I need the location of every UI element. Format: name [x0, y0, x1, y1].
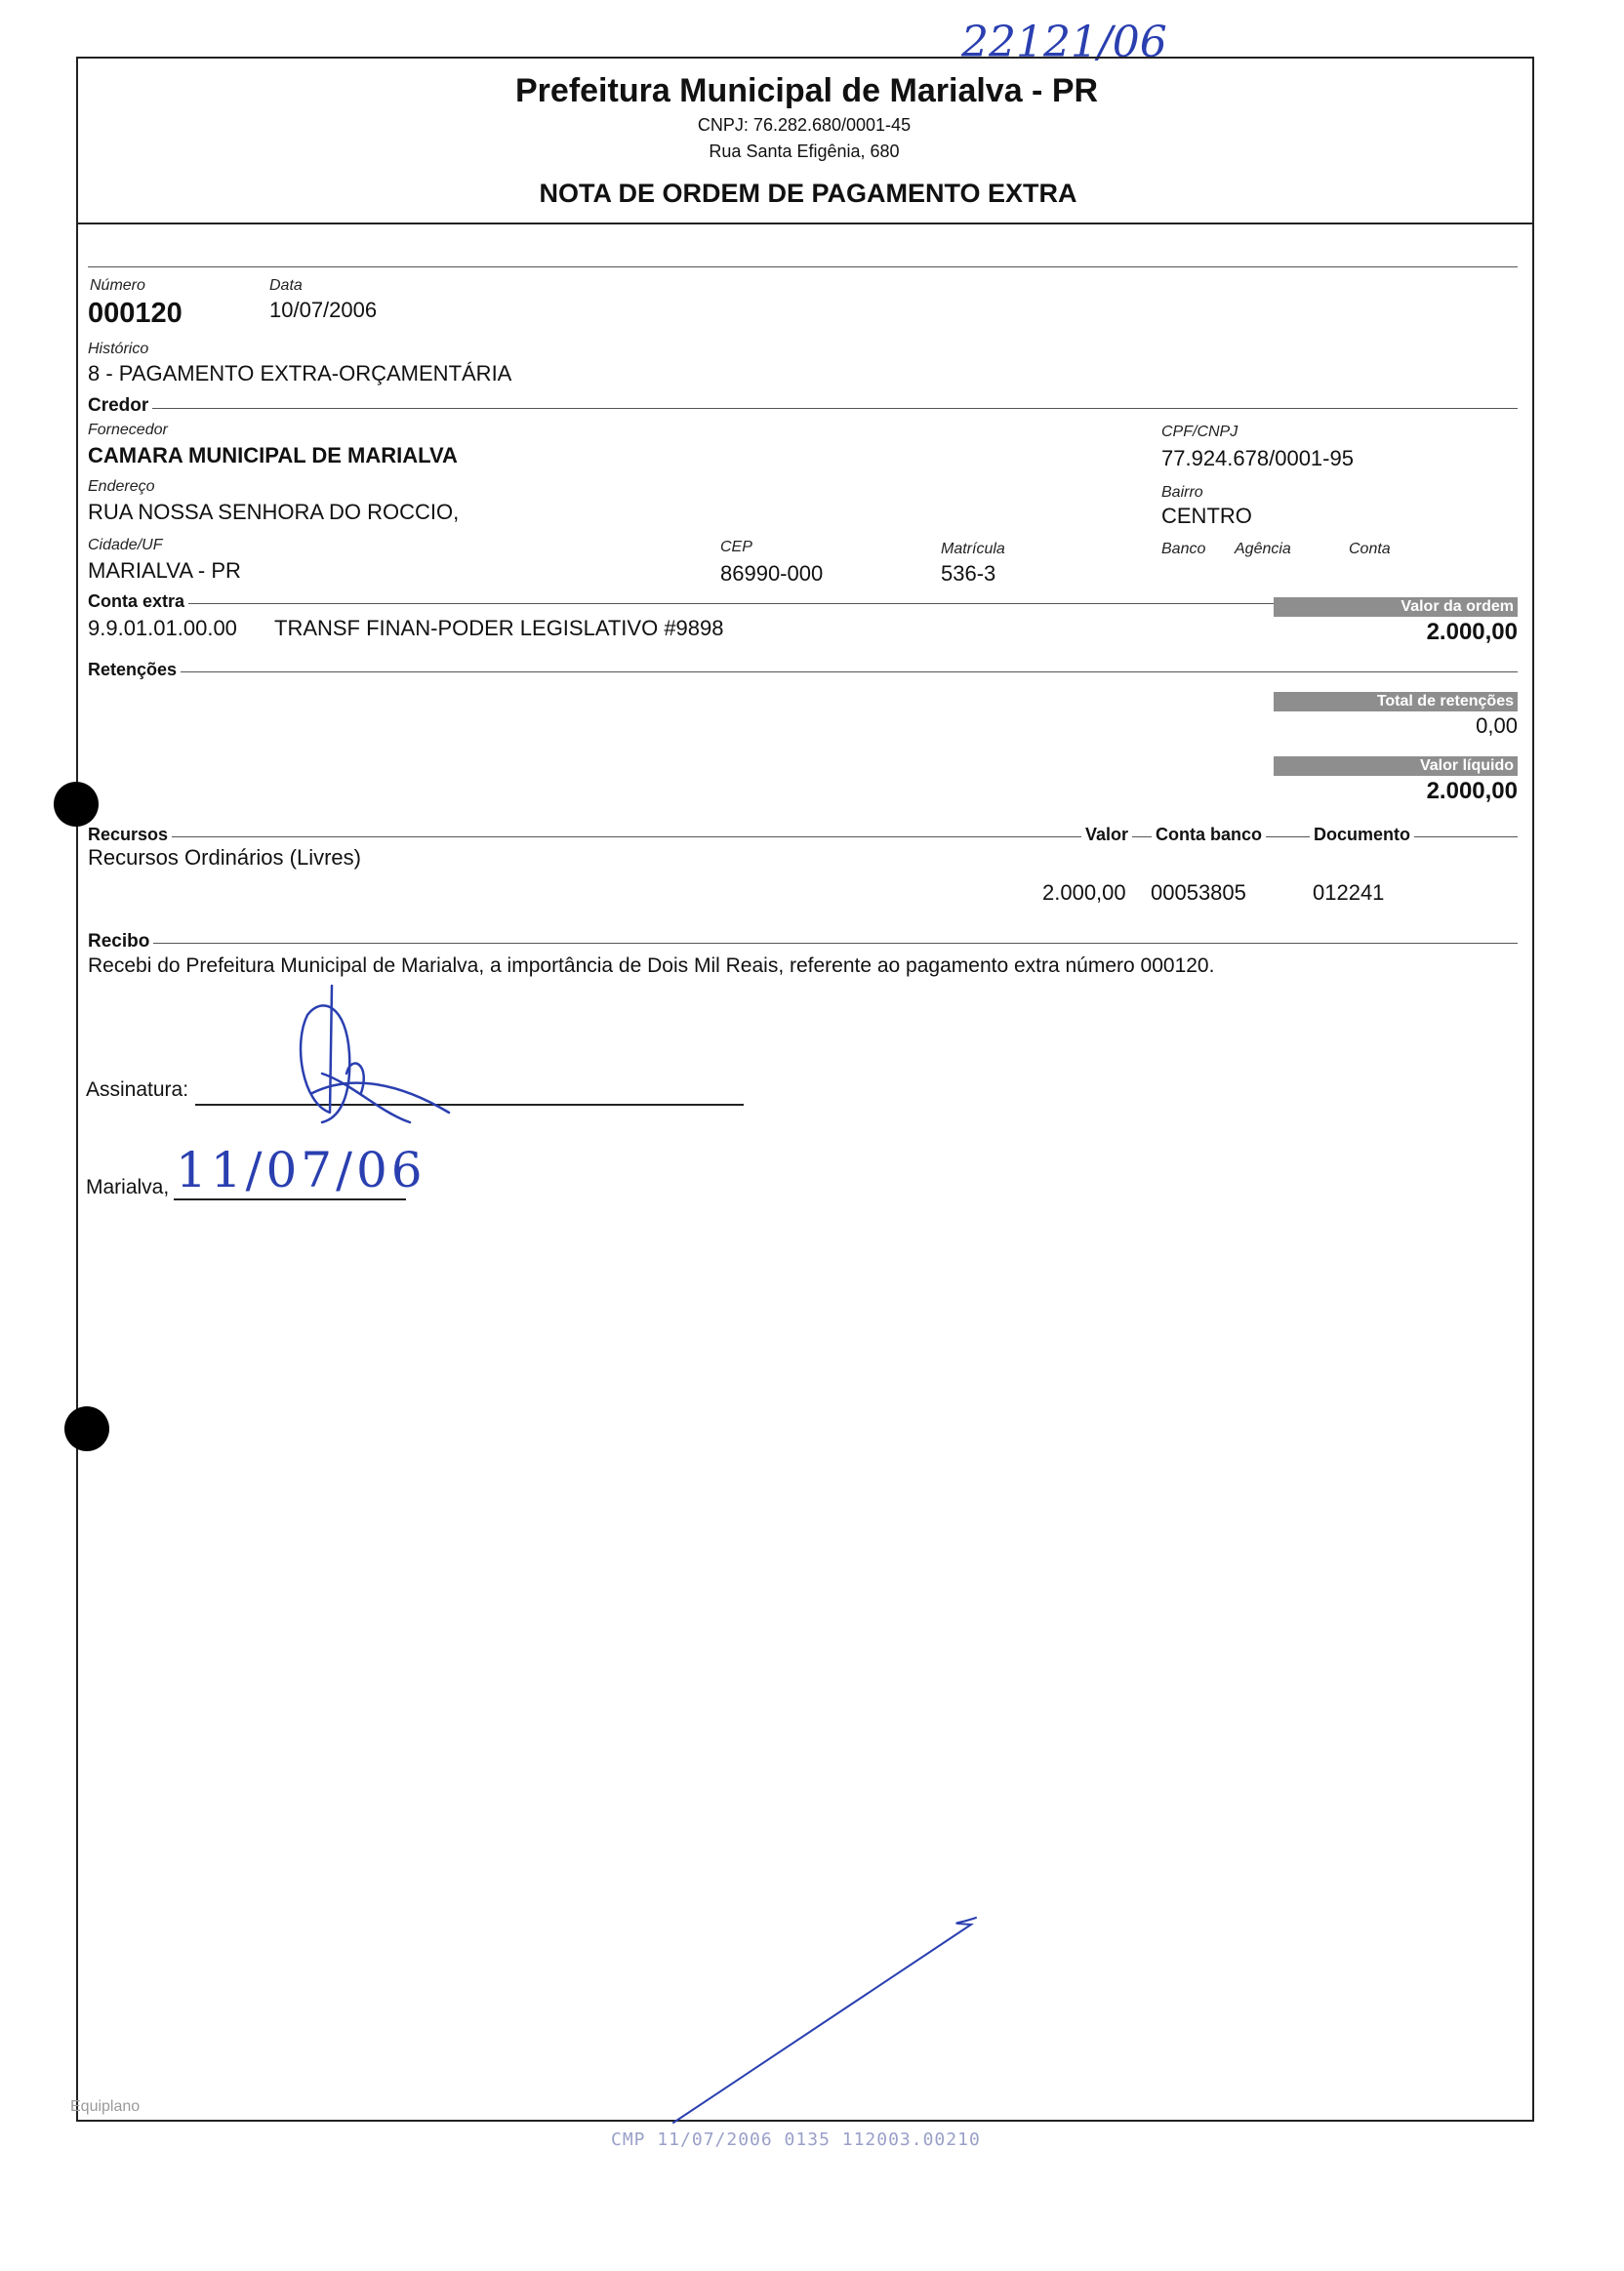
recursos-valor-header: Valor [1081, 825, 1132, 845]
retencoes-section-title: Retenções [88, 660, 181, 680]
valor-ordem-value: 2.000,00 [1426, 619, 1518, 645]
data-value: 10/07/2006 [269, 298, 378, 322]
recursos-documento: 012241 [1313, 880, 1385, 905]
conta-label: Conta [1349, 541, 1391, 557]
fornecedor-label: Fornecedor [88, 422, 168, 438]
assinatura-label: Assinatura: [86, 1078, 189, 1101]
cpf-label: CPF/CNPJ [1161, 424, 1238, 440]
local-label: Marialva, [86, 1176, 170, 1198]
recursos-rule [88, 836, 1518, 837]
cpf-value: 77.924.678/0001-95 [1161, 446, 1354, 470]
total-retencoes-label: Total de retenções [1274, 692, 1518, 711]
recursos-conta-banco-header: Conta banco [1152, 825, 1266, 845]
valor-liquido-label: Valor líquido [1274, 756, 1518, 776]
conta-extra-section-title: Conta extra [88, 591, 188, 612]
cidade-label: Cidade/UF [88, 537, 163, 553]
endereco-value: RUA NOSSA SENHORA DO ROCCIO, [88, 500, 460, 524]
signature-mark [264, 976, 459, 1132]
fornecedor-value: CAMARA MUNICIPAL DE MARIALVA [88, 443, 458, 467]
recibo-rule [88, 943, 1518, 944]
banco-label: Banco [1161, 541, 1206, 557]
page-title: Prefeitura Municipal de Marialva - PR [515, 72, 1099, 109]
historico-label: Histórico [88, 341, 149, 357]
document-title: NOTA DE ORDEM DE PAGAMENTO EXTRA [539, 179, 1077, 208]
cep-value: 86990-000 [720, 561, 824, 586]
punch-hole-top [54, 782, 99, 827]
conta-extra-code: 9.9.01.01.00.00 [88, 616, 237, 640]
recursos-valor: 2.000,00 [1042, 880, 1126, 905]
matricula-label: Matrícula [941, 541, 1005, 557]
credor-rule [88, 408, 1518, 409]
cnpj-line: CNPJ: 76.282.680/0001-45 [697, 115, 912, 135]
punch-hole-bottom [64, 1406, 109, 1451]
conta-extra-rule [88, 603, 1279, 604]
cidade-value: MARIALVA - PR [88, 558, 241, 583]
recursos-section-title: Recursos [88, 825, 172, 845]
conta-extra-description: TRANSF FINAN-PODER LEGISLATIVO #9898 [274, 616, 724, 640]
top-rule [88, 266, 1518, 267]
cep-label: CEP [720, 539, 752, 555]
numero-value: 000120 [88, 298, 183, 329]
numero-label: Número [90, 277, 145, 294]
bairro-label: Bairro [1161, 484, 1203, 501]
recibo-section-title: Recibo [88, 931, 153, 953]
pen-stroke-mark [664, 1913, 986, 2137]
footer-brand: Equiplano [70, 2098, 141, 2115]
recibo-text: Recebi do Prefeitura Municipal de Marialva, a importância de Dois Mil Reais, referente ao pagamento extra número 000120. [88, 954, 1215, 977]
credor-section-title: Credor [88, 395, 152, 417]
endereco-label: Endereço [88, 478, 155, 495]
date-line [174, 1198, 406, 1200]
footer-stamp: CMP 11/07/2006 0135 112003.00210 [611, 2129, 981, 2150]
handwritten-reference: 22121/06 [961, 18, 1167, 67]
handwritten-date: 11/07/06 [176, 1142, 426, 1198]
valor-liquido-value: 2.000,00 [1426, 778, 1518, 804]
data-label: Data [269, 277, 303, 294]
agencia-label: Agência [1235, 541, 1291, 557]
recursos-documento-header: Documento [1310, 825, 1414, 845]
bairro-value: CENTRO [1161, 504, 1252, 528]
address-line: Rua Santa Efigênia, 680 [709, 142, 900, 161]
recursos-descricao: Recursos Ordinários (Livres) [88, 845, 361, 870]
matricula-value: 536-3 [941, 561, 996, 586]
header-divider [76, 223, 1532, 224]
recursos-conta-banco: 00053805 [1151, 880, 1246, 905]
valor-ordem-label: Valor da ordem [1274, 597, 1518, 617]
retencoes-rule [88, 671, 1518, 672]
total-retencoes-value: 0,00 [1476, 713, 1518, 738]
historico-value: 8 - PAGAMENTO EXTRA-ORÇAMENTÁRIA [88, 361, 512, 385]
